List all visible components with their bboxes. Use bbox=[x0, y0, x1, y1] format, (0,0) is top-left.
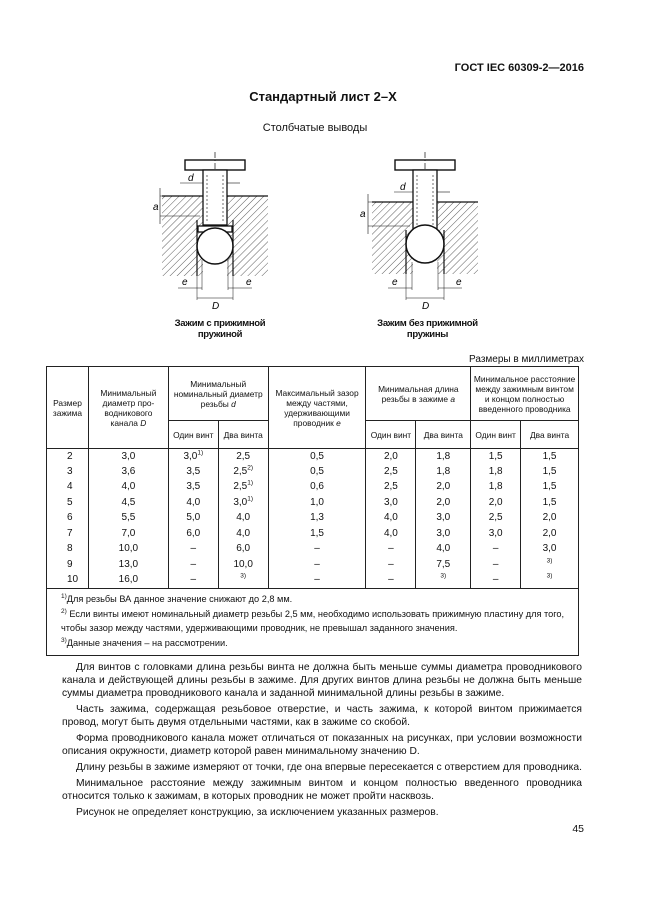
table-cell-D: 3,6 bbox=[88, 464, 168, 480]
table-cell-e: 0,5 bbox=[268, 464, 366, 480]
figure-caption-with-spring bbox=[160, 318, 280, 340]
table-cell-m2: 1,5 bbox=[521, 449, 579, 465]
table-cell-d1: 3,0$^{1)}$ bbox=[168, 449, 218, 465]
table-cell-a2: 2,0 bbox=[416, 495, 471, 511]
table-cell-a1: – bbox=[366, 557, 416, 573]
table-cell-e: 1,0 bbox=[268, 495, 366, 511]
table-cell-m1: 1,5 bbox=[471, 449, 521, 465]
figure-without-spring bbox=[350, 150, 500, 315]
table-cell-m2: 1,5 bbox=[521, 495, 579, 511]
table-cell-D: 16,0 bbox=[88, 573, 168, 589]
header-min-length: Минимальная длина резьбы в зажиме a bbox=[366, 367, 471, 421]
table-cell-D: 4,0 bbox=[88, 480, 168, 496]
table-cell-d1: 5,0 bbox=[168, 511, 218, 527]
table-cell-size: 7 bbox=[47, 526, 89, 542]
table-cell-d1: 3,5 bbox=[168, 464, 218, 480]
table-cell-m2: 2,0 bbox=[521, 526, 579, 542]
table-cell-a2: 1,8 bbox=[416, 464, 471, 480]
body-text bbox=[62, 661, 582, 822]
subheader-two-screws: Два винта bbox=[521, 421, 579, 449]
table-header-row bbox=[47, 367, 579, 421]
table-notes bbox=[47, 588, 579, 655]
table-cell-size: 8 bbox=[47, 542, 89, 558]
table-cell-a2: 3) bbox=[416, 573, 471, 589]
label-d-left: d bbox=[188, 173, 194, 184]
table-cell-a2: 7,5 bbox=[416, 557, 471, 573]
table-cell-d2: 2,5$^{2)}$ bbox=[218, 464, 268, 480]
table-cell-d1: – bbox=[168, 557, 218, 573]
table-cell-a2: 2,0 bbox=[416, 480, 471, 496]
table-cell-a2: 1,8 bbox=[416, 449, 471, 465]
table-cell-m1: 2,5 bbox=[471, 511, 521, 527]
label-e2-right: e bbox=[456, 277, 462, 288]
table-cell-a2: 3,0 bbox=[416, 526, 471, 542]
page-subtitle: Столбчатые выводы bbox=[262, 122, 368, 134]
table-cell-d1: 6,0 bbox=[168, 526, 218, 542]
caption-right-line2: пружины bbox=[406, 329, 449, 340]
paragraph-5: Минимальное расстояние между зажимным винтом и концом полностью введенного проводника относится только к зажимам, в которых проводник не может пройти насквозь. bbox=[62, 778, 582, 802]
header-min-diameter: Минимальный диаметр про-водникового канала D bbox=[88, 367, 168, 449]
note-2: $^{2)}$ Если винты имеют номинальный диаметр резьбы 2,5 мм, необходимо использовать прижимную пластину для того, чтобы зазор между частями, удерживающими проводник, не превышал заданного значения. bbox=[61, 607, 565, 633]
table-cell-e: 0,6 bbox=[268, 480, 366, 496]
table-cell-m1: 1,8 bbox=[471, 464, 521, 480]
table-cell-d2: 4,0 bbox=[218, 511, 268, 527]
label-D-left: D bbox=[212, 301, 220, 312]
table-cell-a1: 2,0 bbox=[366, 449, 416, 465]
table-cell-size: 10 bbox=[47, 573, 89, 589]
table-cell-m1: 2,0 bbox=[471, 495, 521, 511]
label-e1-right: e bbox=[392, 277, 398, 288]
table-cell-size: 9 bbox=[47, 557, 89, 573]
table-cell-d1: – bbox=[168, 573, 218, 589]
table-cell-d2: 3) bbox=[218, 573, 268, 589]
table-cell-d1: 4,0 bbox=[168, 495, 218, 511]
label-d-right: d bbox=[400, 182, 406, 193]
table-cell-size: 3 bbox=[47, 464, 89, 480]
subheader-two-screws: Два винта bbox=[218, 421, 268, 449]
table-cell-d2: 2,5$^{1)}$ bbox=[218, 480, 268, 496]
table-cell-size: 6 bbox=[47, 511, 89, 527]
table-cell-m1: – bbox=[471, 557, 521, 573]
header-min-distance: Минимальное расстояние между зажимным винтом и концом полностью введенного проводника bbox=[471, 367, 579, 421]
note-3: $^{3)}$Данные значения – на рассмотрении. bbox=[61, 636, 228, 648]
table-row bbox=[47, 480, 579, 496]
paragraph-4: Длину резьбы в зажиме измеряют от точки, где она впервые пересекается с отверстием для проводника. bbox=[76, 762, 582, 773]
label-a-right: a bbox=[360, 209, 366, 220]
table-cell-a1: 3,0 bbox=[366, 495, 416, 511]
table-cell-D: 5,5 bbox=[88, 511, 168, 527]
units-note: Размеры в миллиметрах bbox=[469, 354, 584, 365]
subheader-one-screw: Один винт bbox=[366, 421, 416, 449]
table-row bbox=[47, 526, 579, 542]
table-cell-d2: 10,0 bbox=[218, 557, 268, 573]
table-cell-size: 4 bbox=[47, 480, 89, 496]
table-row bbox=[47, 573, 579, 589]
table-row bbox=[47, 495, 579, 511]
standard-header: ГОСТ IEC 60309-2—2016 bbox=[454, 62, 584, 74]
table-cell-e: – bbox=[268, 557, 366, 573]
table-row bbox=[47, 449, 579, 465]
paragraph-1: Для винтов с головками длина резьбы винта не должна быть меньше суммы диаметра проводникового канала и действующей длины резьбы в зажиме. Для других винтов длина резьбы не должна быть меньше суммы диаметра проводникового канала и заданной минимальной длины резьбы в зажиме. bbox=[62, 662, 582, 699]
table-cell-d2: 3,0$^{1)}$ bbox=[218, 495, 268, 511]
table-cell-size: 2 bbox=[47, 449, 89, 465]
table-cell-D: 10,0 bbox=[88, 542, 168, 558]
label-e1-left: e bbox=[182, 277, 188, 288]
table-cell-m1: – bbox=[471, 573, 521, 589]
figure-caption-without-spring bbox=[365, 318, 490, 340]
header-size: Размер зажима bbox=[47, 367, 89, 449]
label-e2-left: e bbox=[246, 277, 252, 288]
figure-with-spring bbox=[140, 150, 290, 315]
table-cell-e: 0,5 bbox=[268, 449, 366, 465]
table-cell-m1: 3,0 bbox=[471, 526, 521, 542]
header-max-gap: Максимальный зазор между частями, удерживающими проводник e bbox=[268, 367, 366, 449]
table-cell-m2: 3,0 bbox=[521, 542, 579, 558]
table-cell-e: 1,3 bbox=[268, 511, 366, 527]
table-row bbox=[47, 542, 579, 558]
header-min-thread: Минимальный номинальный диаметр резьбы d bbox=[168, 367, 268, 421]
page-title: Стандартный лист 2–X bbox=[249, 89, 397, 104]
table-cell-a1: – bbox=[366, 573, 416, 589]
spec-table bbox=[46, 366, 579, 656]
caption-right-line1: Зажим без прижимной bbox=[377, 318, 478, 329]
table-cell-a2: 3,0 bbox=[416, 511, 471, 527]
table-cell-a1: – bbox=[366, 542, 416, 558]
table-notes-row bbox=[47, 588, 579, 655]
table-cell-d2: 6,0 bbox=[218, 542, 268, 558]
table-cell-d2: 2,5 bbox=[218, 449, 268, 465]
table-cell-m2: 3) bbox=[521, 573, 579, 589]
table-row bbox=[47, 464, 579, 480]
table-cell-m2: 1,5 bbox=[521, 480, 579, 496]
table-cell-d1: 3,5 bbox=[168, 480, 218, 496]
caption-left-line1: Зажим с прижимной bbox=[174, 318, 266, 329]
table-cell-a1: 2,5 bbox=[366, 480, 416, 496]
page-number: 45 bbox=[572, 823, 584, 835]
table-cell-D: 7,0 bbox=[88, 526, 168, 542]
table-cell-a1: 2,5 bbox=[366, 464, 416, 480]
table-cell-a2: 4,0 bbox=[416, 542, 471, 558]
label-D-right: D bbox=[422, 301, 430, 312]
table-cell-e: 1,5 bbox=[268, 526, 366, 542]
table-cell-e: – bbox=[268, 573, 366, 589]
paragraph-2: Часть зажима, содержащая резьбовое отверстие, и часть зажима, к которой винтом прижимается провод, могут быть двумя отдельными частями, как в зажиме со скобой. bbox=[62, 704, 582, 728]
table-cell-d1: – bbox=[168, 542, 218, 558]
label-a-left: a bbox=[153, 202, 159, 213]
caption-left-line2: пружиной bbox=[197, 329, 243, 340]
table-cell-a1: 4,0 bbox=[366, 526, 416, 542]
table-cell-e: – bbox=[268, 542, 366, 558]
subheader-two-screws: Два винта bbox=[416, 421, 471, 449]
table-cell-m2: 2,0 bbox=[521, 511, 579, 527]
table-cell-d2: 4,0 bbox=[218, 526, 268, 542]
table-cell-m1: – bbox=[471, 542, 521, 558]
paragraph-6: Рисунок не определяет конструкцию, за исключением указанных размеров. bbox=[76, 807, 439, 818]
table-row bbox=[47, 557, 579, 573]
table-cell-m1: 1,8 bbox=[471, 480, 521, 496]
table-cell-D: 13,0 bbox=[88, 557, 168, 573]
table-cell-D: 3,0 bbox=[88, 449, 168, 465]
subheader-one-screw: Один винт bbox=[471, 421, 521, 449]
table-cell-D: 4,5 bbox=[88, 495, 168, 511]
table-cell-m2: 3) bbox=[521, 557, 579, 573]
note-1: $^{1)}$Для резьбы ВА данное значение снижают до 2,8 мм. bbox=[61, 592, 293, 604]
table-cell-size: 5 bbox=[47, 495, 89, 511]
table-row bbox=[47, 511, 579, 527]
paragraph-3: Форма проводникового канала может отличаться от показанных на рисунках, при условии возможности описания окружности, диаметр которой равен минимальному значению D. bbox=[62, 733, 582, 757]
table-cell-m2: 1,5 bbox=[521, 464, 579, 480]
table-cell-a1: 4,0 bbox=[366, 511, 416, 527]
subheader-one-screw: Один винт bbox=[168, 421, 218, 449]
